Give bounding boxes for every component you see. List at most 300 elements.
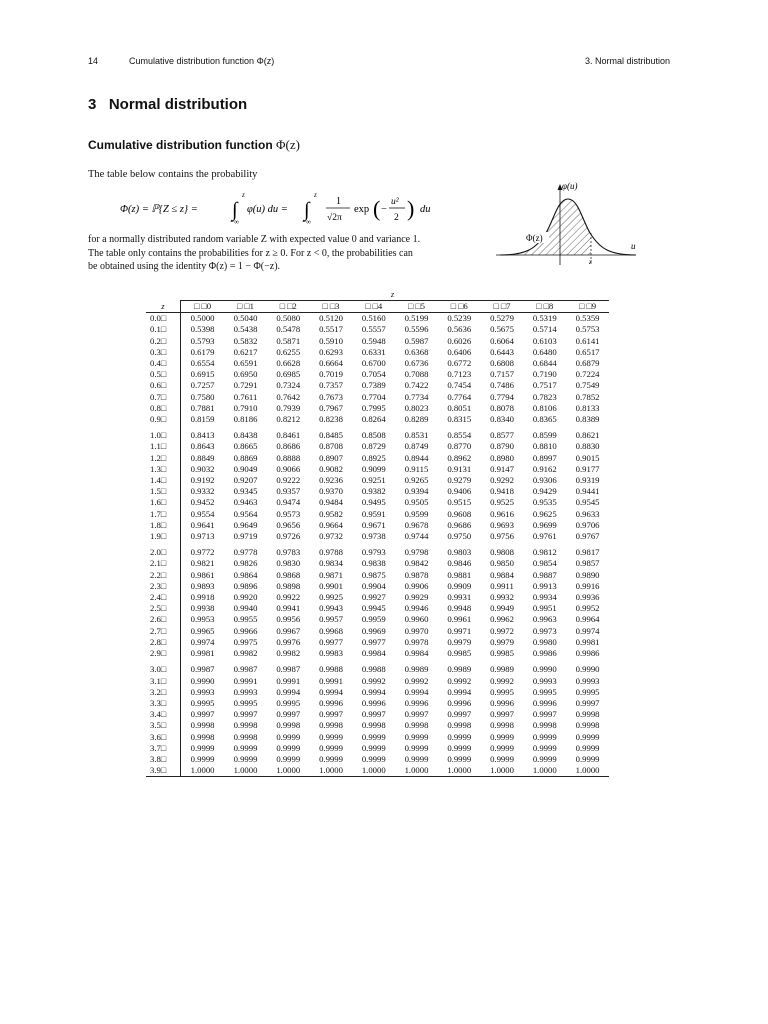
- table-cell: 0.9984: [361, 648, 386, 659]
- table-cell: 0.9999: [361, 731, 386, 742]
- integral-lower-2: −∞: [302, 218, 311, 226]
- table-cell: 0.7224: [575, 369, 600, 380]
- table-row: [146, 486, 609, 497]
- table-cell: 0.8051: [447, 402, 472, 413]
- table-cell: 0.9925: [319, 592, 343, 603]
- table-cell: 0.5279: [490, 313, 514, 324]
- table-cell: 0.9974: [575, 625, 600, 636]
- fraction2-numerator: u²: [391, 197, 399, 207]
- running-header: [88, 56, 670, 70]
- table-cell: 0.9066: [276, 463, 301, 474]
- table-cell: 0.9706: [575, 519, 600, 530]
- table-cell: 0.5517: [319, 324, 343, 335]
- table-cell: 0.9991: [319, 675, 343, 686]
- table-cell: 0.9978: [404, 636, 429, 647]
- table-cell: 0.7422: [404, 380, 429, 391]
- table-cell: 0.5000: [190, 313, 215, 324]
- row-label: 2.3□: [146, 581, 181, 592]
- table-cell: 0.9988: [361, 664, 386, 675]
- table-cell: 1.0000: [310, 765, 353, 777]
- table-row: [146, 475, 609, 486]
- table-cell: 0.9990: [190, 675, 215, 686]
- table-cell: 0.9982: [276, 648, 301, 659]
- table-cell: 0.7673: [319, 391, 343, 402]
- table-cell: 1.0000: [438, 765, 481, 777]
- table-cell: 0.9846: [447, 558, 472, 569]
- table-cell: 0.9998: [532, 720, 557, 731]
- row-label: 1.1□: [146, 441, 181, 452]
- table-cell: 0.7764: [447, 391, 472, 402]
- row-label: 0.2□: [146, 336, 181, 347]
- right-paren: ): [407, 196, 415, 221]
- subsection-symbol: Φ(z): [276, 137, 300, 152]
- table-row: [146, 720, 609, 731]
- table-cell: 0.6103: [532, 335, 557, 346]
- table-cell: 1.0000: [395, 765, 438, 777]
- table-cell: 0.9976: [276, 636, 301, 647]
- table-cell: 0.9913: [532, 580, 557, 591]
- table-cell: 0.9985: [490, 648, 514, 659]
- table-cell: 0.9980: [532, 636, 557, 647]
- table-cell: 0.9911: [490, 580, 514, 591]
- row-label: 2.9□: [146, 648, 181, 659]
- description-line-3: be obtained using the identity Φ(z) = 1 − Φ(−z).: [88, 261, 281, 272]
- integral-sign-2: ∫: [304, 199, 310, 221]
- table-cell: 0.9984: [404, 648, 429, 659]
- table-cell: 0.9992: [447, 675, 472, 686]
- table-cell: 0.6026: [447, 335, 472, 346]
- table-cell: 0.9591: [361, 508, 386, 519]
- table-row: [146, 687, 609, 698]
- table-cell: 0.9987: [276, 664, 301, 675]
- table-cell: 0.9997: [190, 709, 215, 720]
- table-row: [146, 497, 609, 508]
- table-cell: 0.9918: [190, 592, 215, 603]
- table-cell: 0.9995: [532, 686, 557, 697]
- table-cell: 0.9394: [404, 486, 429, 497]
- row-label: 1.6□: [146, 497, 181, 508]
- table-cell: 0.6879: [575, 358, 600, 369]
- table-cell: 0.9996: [404, 697, 429, 708]
- table-cell: 0.9633: [575, 508, 600, 519]
- table-cell: 0.9999: [190, 753, 215, 764]
- table-cell: 0.9463: [233, 497, 258, 508]
- table-cell: 0.9370: [319, 486, 343, 497]
- table-cell: 0.9955: [233, 614, 258, 625]
- table-cell: 0.6985: [276, 369, 301, 380]
- table-cell: 0.9693: [490, 519, 514, 530]
- table-cell: 0.9505: [404, 497, 429, 508]
- table-cell: 0.8599: [532, 430, 557, 441]
- table-cell: 0.9934: [532, 592, 557, 603]
- column-header: □ □1: [224, 301, 267, 313]
- row-label: 1.8□: [146, 520, 181, 531]
- table-cell: 0.9952: [575, 603, 600, 614]
- table-cell: 0.5359: [575, 313, 600, 324]
- page-number: 14: [88, 56, 99, 66]
- table-cell: 0.9884: [490, 569, 514, 580]
- section-title: 3 Normal distribution: [88, 96, 248, 113]
- table-cell: 0.5987: [404, 335, 429, 346]
- table-row: [146, 581, 609, 592]
- table-cell: 0.9999: [490, 742, 514, 753]
- table-cell: 0.6331: [361, 346, 386, 357]
- table-cell: 0.9251: [361, 475, 386, 486]
- table-cell: 0.6217: [233, 346, 258, 357]
- row-label: 0.7□: [146, 392, 181, 403]
- table-cell: 0.8289: [404, 414, 429, 425]
- table-cell: 0.9998: [490, 720, 514, 731]
- table-cell: 0.9082: [319, 463, 343, 474]
- table-cell: 0.6064: [490, 335, 514, 346]
- table-cell: 0.9761: [532, 531, 557, 542]
- table-cell: 0.7611: [233, 391, 258, 402]
- table-row: [146, 558, 609, 569]
- table-cell: 0.9767: [575, 531, 600, 542]
- integral-lower-1: −∞: [230, 218, 239, 226]
- table-row: [146, 453, 609, 464]
- table-cell: 0.9998: [575, 709, 600, 720]
- table-cell: 0.9988: [319, 664, 343, 675]
- table-cell: 0.9678: [404, 519, 429, 530]
- table-cell: 0.9998: [233, 731, 258, 742]
- description: [88, 233, 473, 274]
- row-label: 3.5□: [146, 720, 181, 731]
- table-cell: 0.9664: [319, 519, 343, 530]
- table-cell: 0.9991: [233, 675, 258, 686]
- table-cell: 0.9998: [361, 720, 386, 731]
- table-cell: 0.9732: [319, 531, 343, 542]
- table-cell: 0.9999: [233, 753, 258, 764]
- integral-sign-1: ∫: [232, 199, 238, 221]
- row-label: 0.5□: [146, 369, 181, 380]
- table-cell: 0.7517: [532, 380, 557, 391]
- table-cell: 0.9406: [447, 486, 472, 497]
- table-cell: 0.7881: [190, 402, 215, 413]
- table-cell: 0.9997: [575, 697, 600, 708]
- table-cell: 0.7823: [532, 391, 557, 402]
- row-label: 3.2□: [146, 687, 181, 698]
- table-cell: 0.9965: [190, 625, 215, 636]
- table-cell: 0.9987: [233, 664, 258, 675]
- table-cell: 0.6664: [319, 358, 343, 369]
- table-cell: 0.9997: [319, 709, 343, 720]
- table-cell: 0.7967: [319, 402, 343, 413]
- table-cell: 0.9875: [361, 569, 386, 580]
- table-cell: 0.7123: [447, 369, 472, 380]
- table-cell: 0.8186: [233, 414, 258, 425]
- left-paren: (: [373, 196, 381, 221]
- table-row: [146, 425, 609, 441]
- table-cell: 0.9744: [404, 531, 429, 542]
- formula-du: du: [420, 204, 431, 215]
- table-cell: 0.6772: [447, 358, 472, 369]
- table-cell: 0.9699: [532, 519, 557, 530]
- table-cell: 0.7642: [276, 391, 301, 402]
- column-header: □ □5: [395, 301, 438, 313]
- table-cell: 0.9999: [276, 742, 301, 753]
- table-cell: 0.9999: [490, 731, 514, 742]
- table-cell: 0.9999: [361, 753, 386, 764]
- table-cell: 0.6179: [190, 346, 215, 357]
- table-cell: 0.9429: [532, 486, 557, 497]
- cdf-table-wrapper: [146, 289, 609, 777]
- row-label: 3.4□: [146, 709, 181, 720]
- column-header: □ □9: [566, 301, 609, 313]
- table-cell: 0.9992: [404, 675, 429, 686]
- table-cell: 0.5438: [233, 324, 258, 335]
- table-cell: 0.9515: [447, 497, 472, 508]
- table-cell: 0.9265: [404, 475, 429, 486]
- table-cell: 1.0000: [523, 765, 566, 777]
- shaded-area: [500, 199, 591, 255]
- table-cell: 0.5398: [190, 324, 215, 335]
- table-cell: 0.9983: [319, 648, 343, 659]
- table-cell: 0.9953: [190, 614, 215, 625]
- table-cell: 0.9997: [361, 709, 386, 720]
- table-cell: 0.9938: [190, 603, 215, 614]
- table-row: [146, 637, 609, 648]
- table-cell: 0.9834: [319, 558, 343, 569]
- table-cell: 0.9898: [276, 580, 301, 591]
- table-cell: 0.9222: [276, 475, 301, 486]
- table-row: [146, 358, 609, 369]
- row-label: 2.2□: [146, 570, 181, 581]
- table-cell: 0.9871: [319, 569, 343, 580]
- table-cell: 0.6808: [490, 358, 514, 369]
- table-cell: 0.9997: [447, 709, 472, 720]
- table-cell: 0.9929: [404, 592, 429, 603]
- table-cell: 0.8944: [404, 452, 429, 463]
- table-cell: 0.9960: [404, 614, 429, 625]
- table-cell: 0.9803: [447, 547, 472, 558]
- table-cell: 0.9793: [361, 547, 386, 558]
- table-cell: 0.5478: [276, 324, 301, 335]
- table-cell: 0.6480: [532, 346, 557, 357]
- table-cell: 0.7486: [490, 380, 514, 391]
- subsection-title: [88, 137, 300, 153]
- table-cell: 0.9783: [276, 547, 301, 558]
- table-cell: 0.9970: [404, 625, 429, 636]
- table-cell: 0.9750: [447, 531, 472, 542]
- table-cell: 0.7157: [490, 369, 514, 380]
- table-cell: 0.9995: [575, 686, 600, 697]
- table-cell: 0.9982: [233, 648, 258, 659]
- table-cell: 0.9999: [319, 753, 343, 764]
- table-cell: 0.9332: [190, 486, 215, 497]
- table-cell: 0.9977: [319, 636, 343, 647]
- table-cell: 0.9996: [361, 697, 386, 708]
- table-cell: 0.6443: [490, 346, 514, 357]
- table-cell: 0.9474: [276, 497, 301, 508]
- table-cell: 0.8621: [575, 430, 600, 441]
- table-cell: 1.0000: [224, 765, 267, 777]
- table-cell: 0.9998: [233, 720, 258, 731]
- table-cell: 0.6915: [190, 369, 215, 380]
- table-cell: 0.9452: [190, 497, 215, 508]
- column-header: □ □7: [481, 301, 524, 313]
- table-cell: 0.9990: [532, 664, 557, 675]
- table-cell: 0.5871: [276, 335, 301, 346]
- table-cell: 0.9878: [404, 569, 429, 580]
- table-cell: 0.9999: [404, 731, 429, 742]
- table-cell: 0.8554: [447, 430, 472, 441]
- table-cell: 0.9909: [447, 580, 472, 591]
- table-cell: 0.6368: [404, 346, 429, 357]
- table-cell: 0.9893: [190, 580, 215, 591]
- table-cell: 0.9306: [532, 475, 557, 486]
- table-cell: 0.6255: [276, 346, 301, 357]
- table-cell: 0.9901: [319, 580, 343, 591]
- formula-lhs: Φ(z) = ℙ{Z ≤ z} =: [120, 204, 198, 215]
- table-cell: 0.6736: [404, 358, 429, 369]
- table-cell: 0.9671: [361, 519, 386, 530]
- table-cell: 0.9525: [490, 497, 514, 508]
- table-cell: 0.9554: [190, 508, 215, 519]
- table-cell: 0.9999: [276, 731, 301, 742]
- table-cell: 0.9999: [447, 753, 472, 764]
- table-cell: 0.5714: [532, 324, 557, 335]
- table-cell: 0.9999: [319, 742, 343, 753]
- table-cell: 0.9998: [404, 720, 429, 731]
- table-cell: 0.7088: [404, 369, 429, 380]
- row-label: 1.9□: [146, 531, 181, 542]
- table-row: [146, 648, 609, 659]
- table-cell: 0.9986: [575, 648, 600, 659]
- table-cell: 0.9999: [532, 753, 557, 764]
- table-cell: 0.5319: [532, 313, 557, 324]
- row-label: 3.8□: [146, 754, 181, 765]
- row-label: 2.4□: [146, 592, 181, 603]
- table-cell: 0.9996: [319, 697, 343, 708]
- table-cell: 0.5675: [490, 324, 514, 335]
- table-cell: 0.8749: [404, 441, 429, 452]
- table-cell: 0.7549: [575, 380, 600, 391]
- cdf-table: [146, 300, 609, 777]
- u-axis-label: u: [631, 241, 636, 251]
- table-cell: 0.9319: [575, 475, 600, 486]
- table-cell: 1.0000: [352, 765, 395, 777]
- table-row: [146, 392, 609, 403]
- table-cell: 0.9962: [490, 614, 514, 625]
- table-cell: 0.9995: [190, 697, 215, 708]
- intro-text: The table below contains the probability: [88, 169, 258, 180]
- row-label: 0.1□: [146, 324, 181, 335]
- table-row: [146, 592, 609, 603]
- table-cell: 0.6141: [575, 335, 600, 346]
- table-cell: 0.9941: [276, 603, 301, 614]
- table-cell: 1.0000: [181, 765, 225, 777]
- table-cell: 0.9798: [404, 547, 429, 558]
- table-cell: 0.9788: [319, 547, 343, 558]
- table-cell: 0.7257: [190, 380, 215, 391]
- table-cell: 0.9916: [575, 580, 600, 591]
- table-cell: 0.9032: [190, 463, 215, 474]
- table-cell: 0.9418: [490, 486, 514, 497]
- table-cell: 0.9967: [276, 625, 301, 636]
- table-cell: 0.7454: [447, 380, 472, 391]
- table-cell: 1.0000: [267, 765, 310, 777]
- table-cell: 0.5199: [404, 313, 429, 324]
- table-cell: 0.5239: [447, 313, 472, 324]
- table-cell: 0.9996: [490, 697, 514, 708]
- row-label: 3.1□: [146, 676, 181, 687]
- table-cell: 0.9861: [190, 569, 215, 580]
- table-cell: 0.8340: [490, 414, 514, 425]
- table-row: [146, 380, 609, 391]
- table-cell: 0.9981: [190, 648, 215, 659]
- table-cell: 1.0000: [566, 765, 609, 777]
- table-cell: 0.8531: [404, 430, 429, 441]
- table-cell: 0.9997: [490, 709, 514, 720]
- z-column-heading: z: [390, 290, 395, 299]
- table-cell: 0.9279: [447, 475, 472, 486]
- table-cell: 0.9738: [361, 531, 386, 542]
- table-cell: 0.9495: [361, 497, 386, 508]
- row-label: 2.6□: [146, 614, 181, 625]
- table-cell: 0.9936: [575, 592, 600, 603]
- table-cell: 0.9999: [447, 742, 472, 753]
- table-cell: 0.9973: [532, 625, 557, 636]
- table-row: [146, 369, 609, 380]
- table-cell: 0.9756: [490, 531, 514, 542]
- table-cell: 0.9971: [447, 625, 472, 636]
- table-cell: 0.9996: [447, 697, 472, 708]
- table-cell: 0.9382: [361, 486, 386, 497]
- table-cell: 0.9713: [190, 531, 215, 542]
- table-cell: 0.9864: [233, 569, 258, 580]
- table-cell: 0.7054: [361, 369, 386, 380]
- table-cell: 0.9959: [361, 614, 386, 625]
- row-label: 2.7□: [146, 626, 181, 637]
- table-cell: 0.9131: [447, 463, 472, 474]
- table-cell: 0.9896: [233, 580, 258, 591]
- table-cell: 0.9968: [319, 625, 343, 636]
- table-cell: 0.9115: [404, 463, 429, 474]
- table-cell: 0.9951: [532, 603, 557, 614]
- table-cell: 0.8888: [276, 452, 301, 463]
- table-cell: 0.8577: [490, 430, 514, 441]
- table-cell: 0.9999: [319, 731, 343, 742]
- description-line-2: The table only contains the probabilities for z ≥ 0. For z < 0, the probabilities can: [88, 247, 413, 259]
- table-cell: 0.8264: [361, 414, 386, 425]
- table-cell: 0.9977: [361, 636, 386, 647]
- table-cell: 0.9993: [190, 686, 215, 697]
- table-cell: 0.9975: [233, 636, 258, 647]
- table-cell: 1.0000: [481, 765, 524, 777]
- integral-upper-2: z: [314, 191, 317, 199]
- table-cell: 0.9931: [447, 592, 472, 603]
- table-cell: 0.8078: [490, 402, 514, 413]
- table-cell: 0.9979: [490, 636, 514, 647]
- table-cell: 0.9573: [276, 508, 301, 519]
- table-row: [146, 754, 609, 765]
- table-cell: 0.9979: [447, 636, 472, 647]
- table-cell: 0.9292: [490, 475, 514, 486]
- row-label: 3.0□: [146, 659, 181, 675]
- table-cell: 0.9956: [276, 614, 301, 625]
- row-label: 2.1□: [146, 558, 181, 569]
- table-row: [146, 659, 609, 675]
- fraction2-denominator: 2: [394, 213, 399, 223]
- table-cell: 0.8106: [532, 402, 557, 413]
- table-cell: 0.8925: [361, 452, 386, 463]
- column-header: □ □0: [181, 301, 225, 313]
- table-cell: 0.8665: [233, 441, 258, 452]
- table-cell: 0.9887: [532, 569, 557, 580]
- table-cell: 0.8413: [190, 430, 215, 441]
- table-cell: 0.5910: [319, 335, 343, 346]
